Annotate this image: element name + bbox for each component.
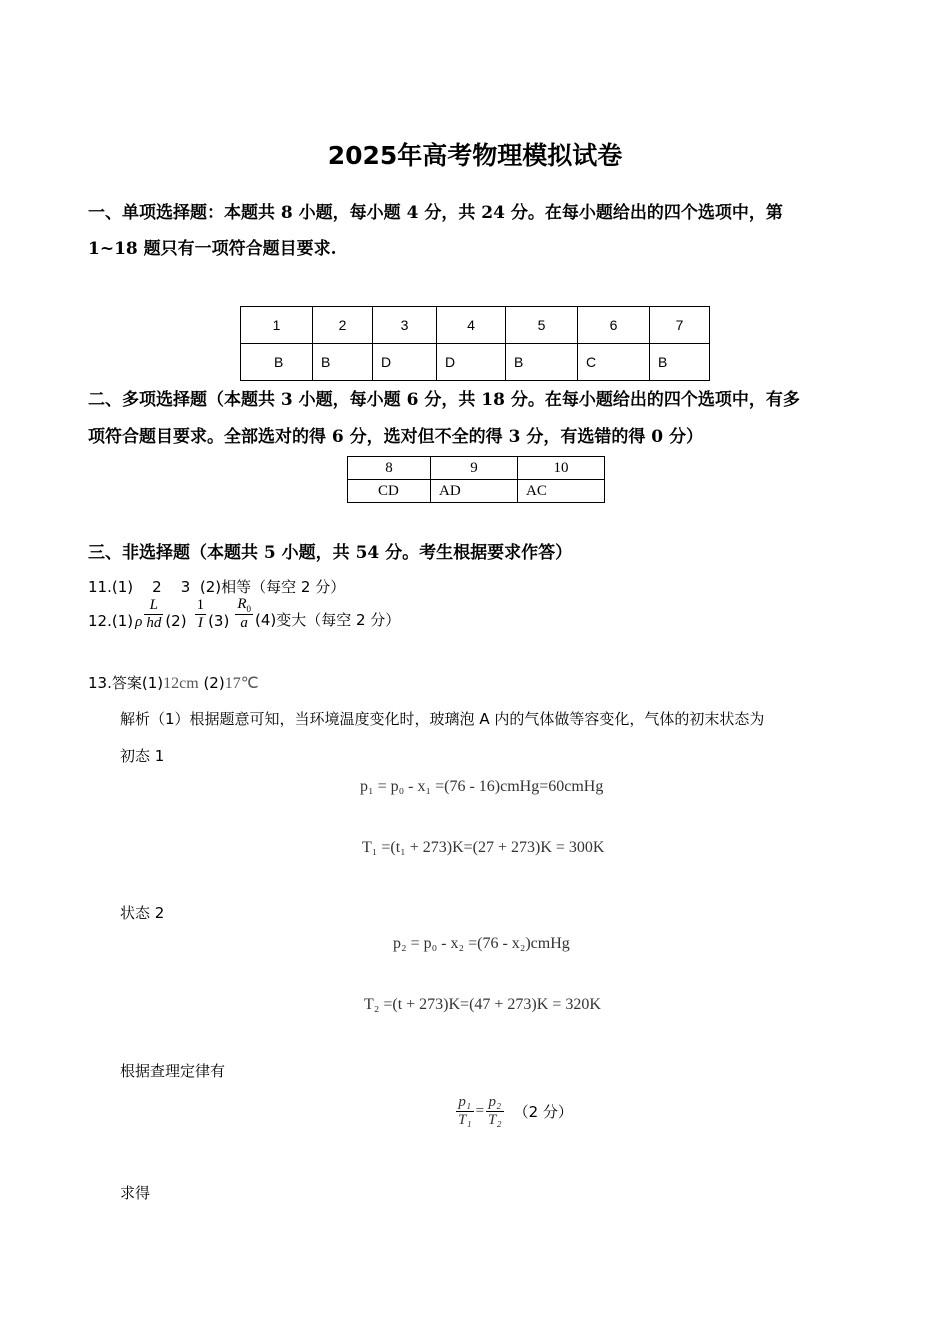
analysis-line2: 初态 1 bbox=[120, 747, 165, 765]
table-cell: 10 bbox=[518, 457, 605, 480]
table-cell: B bbox=[241, 344, 313, 381]
table-cell: AC bbox=[518, 480, 605, 503]
table-cell: B bbox=[506, 344, 578, 381]
table-cell: D bbox=[437, 344, 506, 381]
section2-line1: 二、多项选择题（本题共 3 小题，每小题 6 分，共 18 分。在每小题给出的四个选项中，有多 bbox=[88, 390, 800, 410]
table-cell: CD bbox=[348, 480, 431, 503]
table-header-row bbox=[348, 457, 605, 480]
table-cell: 6 bbox=[578, 307, 650, 344]
table-cell: 5 bbox=[506, 307, 578, 344]
q12-prefix: 12.(1) bbox=[88, 612, 134, 630]
table-cell: 9 bbox=[431, 457, 518, 480]
q13-answer: 13.答案(1)12cm (2)17℃ bbox=[88, 674, 259, 692]
answer-table-single bbox=[240, 306, 710, 381]
table-cell: D bbox=[373, 344, 437, 381]
table-cell: 7 bbox=[650, 307, 710, 344]
fraction-p1-T1: $\frac{\text{p₁}}{\text{T₁}}$ bbox=[458, 1094, 472, 1128]
table-cell: 1 bbox=[241, 307, 313, 344]
state2-label: 状态 2 bbox=[120, 904, 165, 922]
charles-law-label: 根据查理定律有 bbox=[120, 1062, 226, 1080]
solve-label: 求得 bbox=[120, 1184, 151, 1202]
equation-T2: T₂ =(t + 273)K=(47 + 273)K = 320K bbox=[364, 996, 601, 1013]
fraction-R0-a: $\frac{R_0}{a}$ bbox=[237, 596, 251, 631]
table-cell: 8 bbox=[348, 457, 431, 480]
equation-p2: p₂ = p₀ - x₂ =(76 - x₂)cmHg bbox=[393, 935, 570, 952]
charles-law-equation: $\frac{\text{p₁}}{\text{T₁}}$ = $\frac{\text{p₂}}{\text{T₂}}$ （2 分） bbox=[458, 1094, 573, 1128]
table-cell: 4 bbox=[437, 307, 506, 344]
table-cell: 2 bbox=[313, 307, 373, 344]
section1-line1: 一、单项选择题：本题共 8 小题，每小题 4 分，共 24 分。在每小题给出的四个选项中，第 bbox=[88, 203, 783, 223]
fraction-L-hd: $\frac{L}{hd}$ bbox=[146, 596, 162, 631]
equation-p1: p₁ = p₀ - x₁ =(76 - 16)cmHg=60cmHg bbox=[360, 778, 604, 795]
table-cell: C bbox=[578, 344, 650, 381]
points-note: （2 分） bbox=[513, 1103, 573, 1121]
answer-table-multi bbox=[347, 456, 605, 503]
section1-line2: 1~18 题只有一项符合题目要求. bbox=[88, 239, 337, 259]
rho-symbol: ρ bbox=[135, 614, 143, 630]
table-cell: AD bbox=[431, 480, 518, 503]
table-answer-row bbox=[241, 344, 710, 381]
section3-line1: 三、非选择题（本题共 5 小题，共 54 分。考生根据要求作答） bbox=[88, 543, 573, 563]
q12-answer: 12.(1) ρ $\frac{L}{hd}$ (2) $\frac{1}{I}$ (3) $\frac{R_0}{a}$ (4)变大（每空 2 分） bbox=[88, 596, 401, 631]
page-title: 2025年高考物理模拟试卷 bbox=[327, 141, 623, 170]
q11-answer: 11.(1) 2 3 (2)相等（每空 2 分） bbox=[88, 578, 346, 596]
table-answer-row bbox=[348, 480, 605, 503]
equation-T1: T₁ =(t₁ + 273)K=(27 + 273)K = 300K bbox=[362, 839, 605, 856]
fraction-1-I: $\frac{1}{I}$ bbox=[196, 596, 205, 631]
table-cell: B bbox=[650, 344, 710, 381]
fraction-p2-T2: $\frac{\text{p₂}}{\text{T₂}}$ bbox=[488, 1094, 502, 1128]
analysis-line1: 解析（1）根据题意可知，当环境温度变化时，玻璃泡 A 内的气体做等容变化，气体的初末状态为 bbox=[120, 710, 765, 728]
table-header-row bbox=[241, 307, 710, 344]
table-cell: B bbox=[313, 344, 373, 381]
table-cell: 3 bbox=[373, 307, 437, 344]
section2-line2: 项符合题目要求。全部选对的得 6 分，选对但不全的得 3 分，有选错的得 0 分） bbox=[88, 427, 703, 447]
